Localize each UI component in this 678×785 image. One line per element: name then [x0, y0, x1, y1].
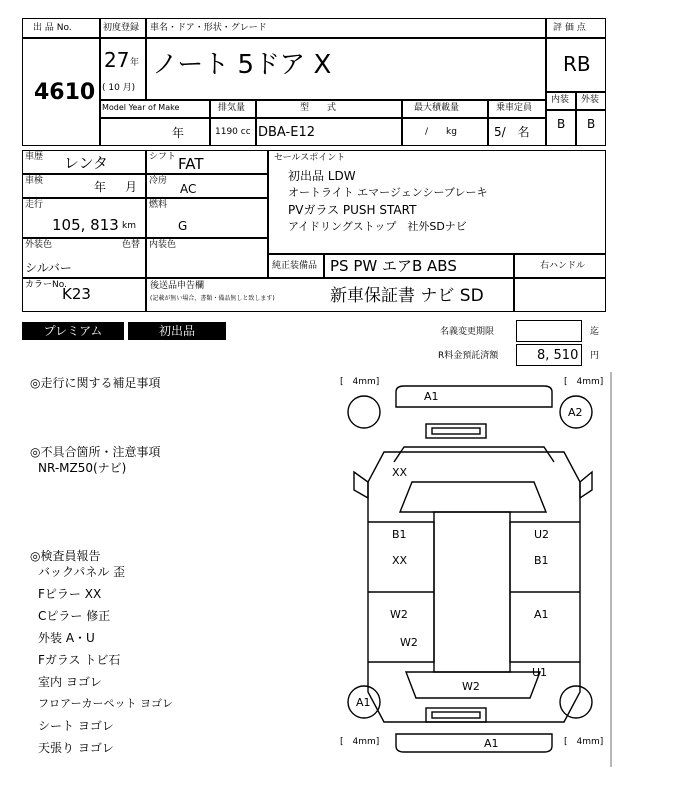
front-bumper	[396, 386, 552, 407]
post-extra-cell	[514, 278, 606, 312]
history-label: 車歴	[25, 152, 44, 162]
capacity-value: 5/ 名	[494, 125, 530, 139]
color-no: K23	[62, 285, 91, 303]
name-change-unit: 迄	[590, 327, 600, 337]
year: 27	[104, 48, 130, 72]
recycle-value: 8, 510	[537, 348, 579, 363]
tire-depth-front-right: [ 4mm]	[564, 377, 604, 387]
interior-score: B	[557, 117, 566, 131]
load-value: / kg	[425, 127, 457, 137]
displacement: 1190 cc	[215, 127, 251, 137]
model-year-label: Model Year of Make	[102, 103, 180, 112]
ext-color: シルバー	[25, 261, 72, 275]
model-code: DBA-E12	[258, 125, 315, 140]
inspector-line: Fピラー XX	[38, 587, 102, 601]
color-no-label: カラーNo.	[25, 280, 67, 290]
year-unit: 年	[130, 58, 140, 68]
ac-label: 冷房	[149, 176, 168, 186]
inspector-line: Fガラス トビ石	[38, 653, 121, 667]
post-note: (記載が無い場合、書類・備品無しと致します)	[150, 295, 275, 302]
inspector-title: ◎検査員報告	[30, 549, 101, 563]
lot-no: 4610	[34, 80, 96, 105]
history: レンタ	[64, 154, 109, 172]
car-damage-diagram	[334, 372, 612, 767]
inspector-line: シート ヨゴレ	[38, 719, 114, 733]
inspector-line: フロアーカーペット ヨゴレ	[38, 697, 173, 710]
exterior-label: 外装	[581, 95, 600, 105]
equip: PS PW エアB ABS	[330, 257, 457, 275]
inspection-label: 車検	[25, 176, 44, 186]
sales-line: オートライト エマージェンシーブレーキ	[288, 186, 488, 199]
displacement-label: 排気量	[218, 103, 246, 113]
tire-depth-rear-right: [ 4mm]	[564, 737, 604, 747]
sales-line: 初出品 LDW	[288, 169, 356, 183]
sales-line: PVガラス PUSH START	[288, 203, 417, 217]
lot-no-label: 出 品 No.	[33, 23, 72, 33]
front-bumper-code: A1	[424, 390, 439, 403]
sales-cell	[268, 150, 606, 254]
load-label: 最大積載量	[414, 103, 460, 113]
right-pillar-code: U2	[534, 528, 550, 541]
left-door-code: W2	[390, 608, 408, 621]
first-listing-badge: 初出品	[128, 322, 226, 340]
inspector-line: バックパネル 歪	[38, 565, 126, 579]
hood-code: XX	[392, 466, 408, 479]
left-rear-code: W2	[400, 636, 418, 649]
rear-right-wheel	[560, 686, 592, 718]
front-grille	[426, 424, 486, 438]
tire-depth-front-left: [ 4mm]	[340, 377, 380, 387]
fuel: G	[178, 219, 188, 233]
inspector-line: 外装 A・U	[38, 631, 95, 645]
left-pillar-code: B1	[392, 528, 407, 541]
tire-depth-rear-left: [ 4mm]	[340, 737, 380, 747]
interior-label: 内装	[551, 95, 570, 105]
defect-line: NR-MZ50(ナビ)	[38, 461, 127, 475]
exterior-score: B	[587, 117, 596, 131]
defect-title: ◎不具合箇所・注意事項	[30, 445, 161, 459]
post-value: 新車保証書 ナビ SD	[330, 286, 484, 306]
roof	[434, 512, 510, 672]
post-title: 後送品申告欄	[150, 281, 205, 291]
right-rear-code: U1	[532, 666, 548, 679]
first-reg-label: 初度登録	[103, 23, 140, 33]
month-paren: ( 10 月)	[102, 83, 136, 93]
handle: 右ハンドル	[540, 261, 586, 271]
front-right-wheel-code: A2	[568, 406, 583, 419]
inspection-month: 月	[125, 180, 138, 194]
trunk-code: W2	[462, 680, 480, 693]
left-pillar-code-2: XX	[392, 554, 408, 567]
front-left-wheel	[348, 396, 380, 428]
recycle-unit: 円	[590, 351, 600, 361]
fuel-label: 燃料	[149, 200, 168, 210]
ext-color-label: 外装色	[25, 240, 53, 250]
sales-title: セールスポイント	[274, 153, 346, 163]
inspection-year: 年	[94, 180, 107, 194]
model-year-unit: 年	[172, 126, 185, 140]
ac: AC	[180, 182, 197, 196]
name-change-label: 名義変更期限	[440, 327, 495, 337]
mileage: 105, 813	[52, 216, 119, 234]
mileage-unit: km	[122, 221, 136, 231]
mileage-label: 走行	[25, 200, 44, 210]
car-name-label: 車名・ドア・形状・グレード	[150, 23, 267, 33]
right-mirror	[580, 472, 592, 498]
sales-line: アイドリングストップ 社外SDナビ	[288, 220, 467, 233]
int-color-label: 内装色	[149, 240, 177, 250]
supplement-title: ◎走行に関する補足事項	[30, 376, 161, 390]
score: RB	[563, 52, 591, 76]
front-grille-inner	[432, 428, 480, 434]
color-change-label: 色替	[122, 240, 141, 250]
inspector-line: Cピラー 修正	[38, 609, 111, 623]
grade-label: 評 価 点	[553, 23, 586, 33]
windshield	[400, 482, 546, 512]
inspector-line: 室内 ヨゴレ	[38, 675, 102, 689]
left-mirror	[354, 472, 368, 498]
rear-bumper-code: A1	[484, 737, 499, 750]
equip-label: 純正装備品	[272, 261, 318, 271]
rear-grille	[426, 708, 486, 722]
model-year-cell	[100, 118, 210, 146]
name-change-box	[516, 320, 582, 342]
recycle-label: R料金預託済額	[438, 351, 499, 361]
hood-line	[394, 447, 554, 462]
rear-bumper	[396, 734, 552, 752]
rear-left-wheel-code: A1	[356, 696, 371, 709]
rear-grille-inner	[432, 712, 480, 718]
car-name: ノート 5ドア X	[152, 50, 332, 80]
shift: FAT	[178, 155, 204, 173]
inspector-line: 天張り ヨゴレ	[38, 741, 114, 755]
model-label: 型 式	[300, 103, 337, 113]
shift-label: シフト	[149, 152, 177, 162]
premium-badge: プレミアム	[22, 322, 124, 340]
right-door-code: A1	[534, 608, 549, 621]
capacity-label: 乗車定員	[496, 103, 533, 113]
right-pillar-code-2: B1	[534, 554, 549, 567]
